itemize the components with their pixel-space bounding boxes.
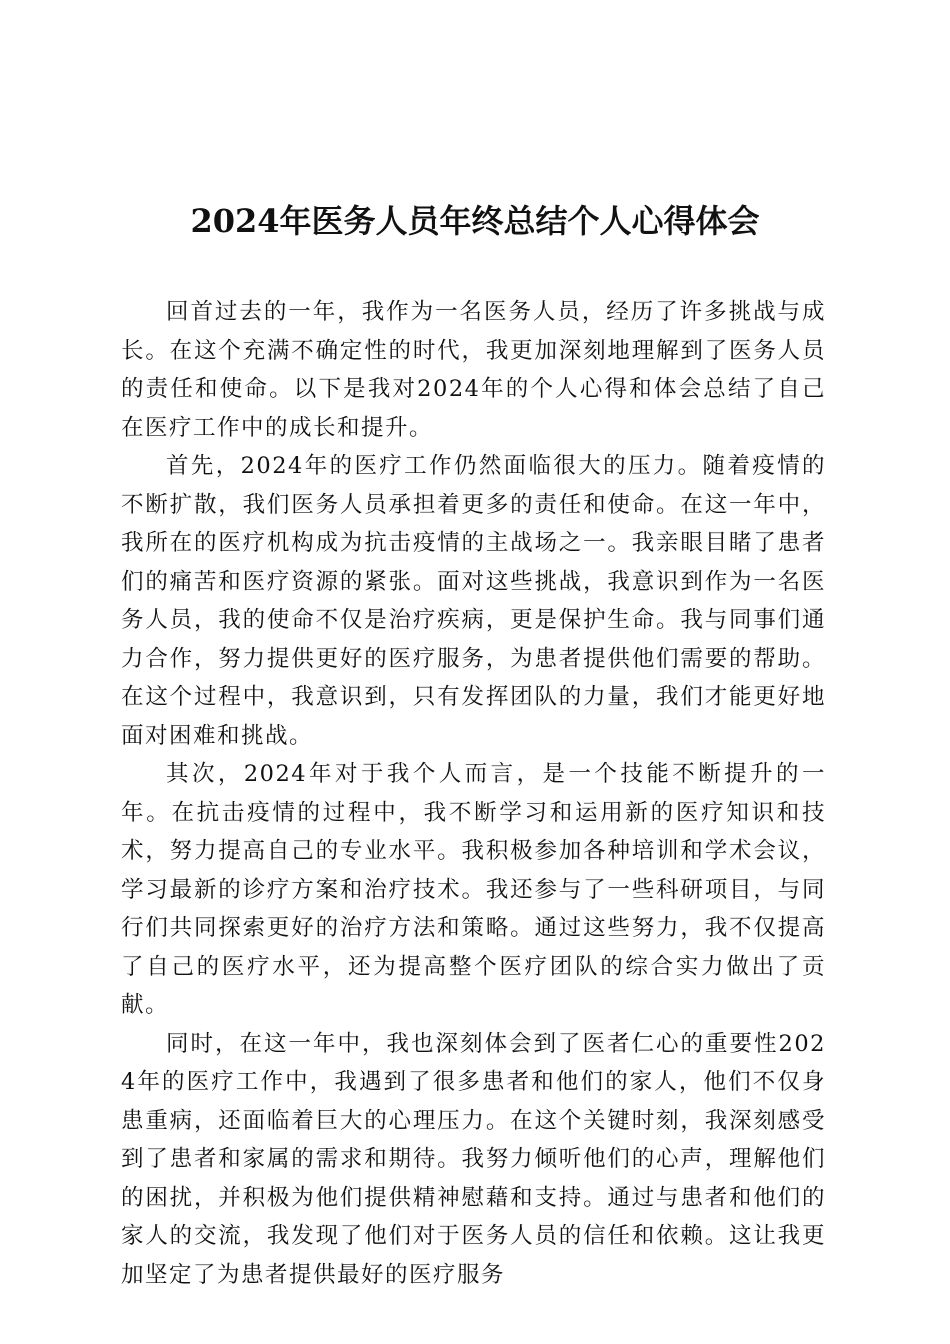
document-title: 2024年医务人员年终总结个人心得体会 xyxy=(190,202,760,240)
document-body xyxy=(121,293,826,1294)
paragraph-2: 首先，2024年的医疗工作仍然面临很大的压力。随着疫情的不断扩散，我们医务人员承担着更多的责任和使命。在这一年中，我所在的医疗机构成为抗击疫情的主战场之一。我亲眼目睹了患者们的痛苦和医疗资源的紧张。面对这些挑战，我意识到作为一名医务人员，我的使命不仅是治疗疾病，更是保护生命。我与同事们通力合作，努力提供更好的医疗服务，为患者提供他们需要的帮助。在这个过程中，我意识到，只有发挥团队的力量，我们才能更好地面对困难和挑战。 xyxy=(121,453,826,749)
paragraph-3: 其次，2024年对于我个人而言，是一个技能不断提升的一年。在抗击疫情的过程中，我不断学习和运用新的医疗知识和技术，努力提高自己的专业水平。我积极参加各种培训和学术会议，学习最新的诊疗方案和治疗技术。我还参与了一些科研项目，与同行们共同探索更好的治疗方法和策略。通过这些努力，我不仅提高了自己的医疗水平，还为提高整个医疗团队的综合实力做出了贡献。 xyxy=(121,761,826,1018)
paragraph-4: 同时，在这一年中，我也深刻体会到了医者仁心的重要性2024年的医疗工作中，我遇到了很多患者和他们的家人，他们不仅身患重病，还面临着巨大的心理压力。在这个关键时刻，我深刻感受到了患者和家属的需求和期待。我努力倾听他们的心声，理解他们的困扰，并积极为他们提供精神慰藉和支持。通过与患者和他们的家人的交流，我发现了他们对于医务人员的信任和依赖。这让我更加坚定了为患者提供最好的医疗服务 xyxy=(121,1030,826,1288)
paragraph-1: 回首过去的一年，我作为一名医务人员，经历了许多挑战与成长。在这个充满不确定性的时代，我更加深刻地理解到了医务人员的责任和使命。以下是我对2024年的个人心得和体会总结了自己在医疗工作中的成长和提升。 xyxy=(121,299,826,441)
